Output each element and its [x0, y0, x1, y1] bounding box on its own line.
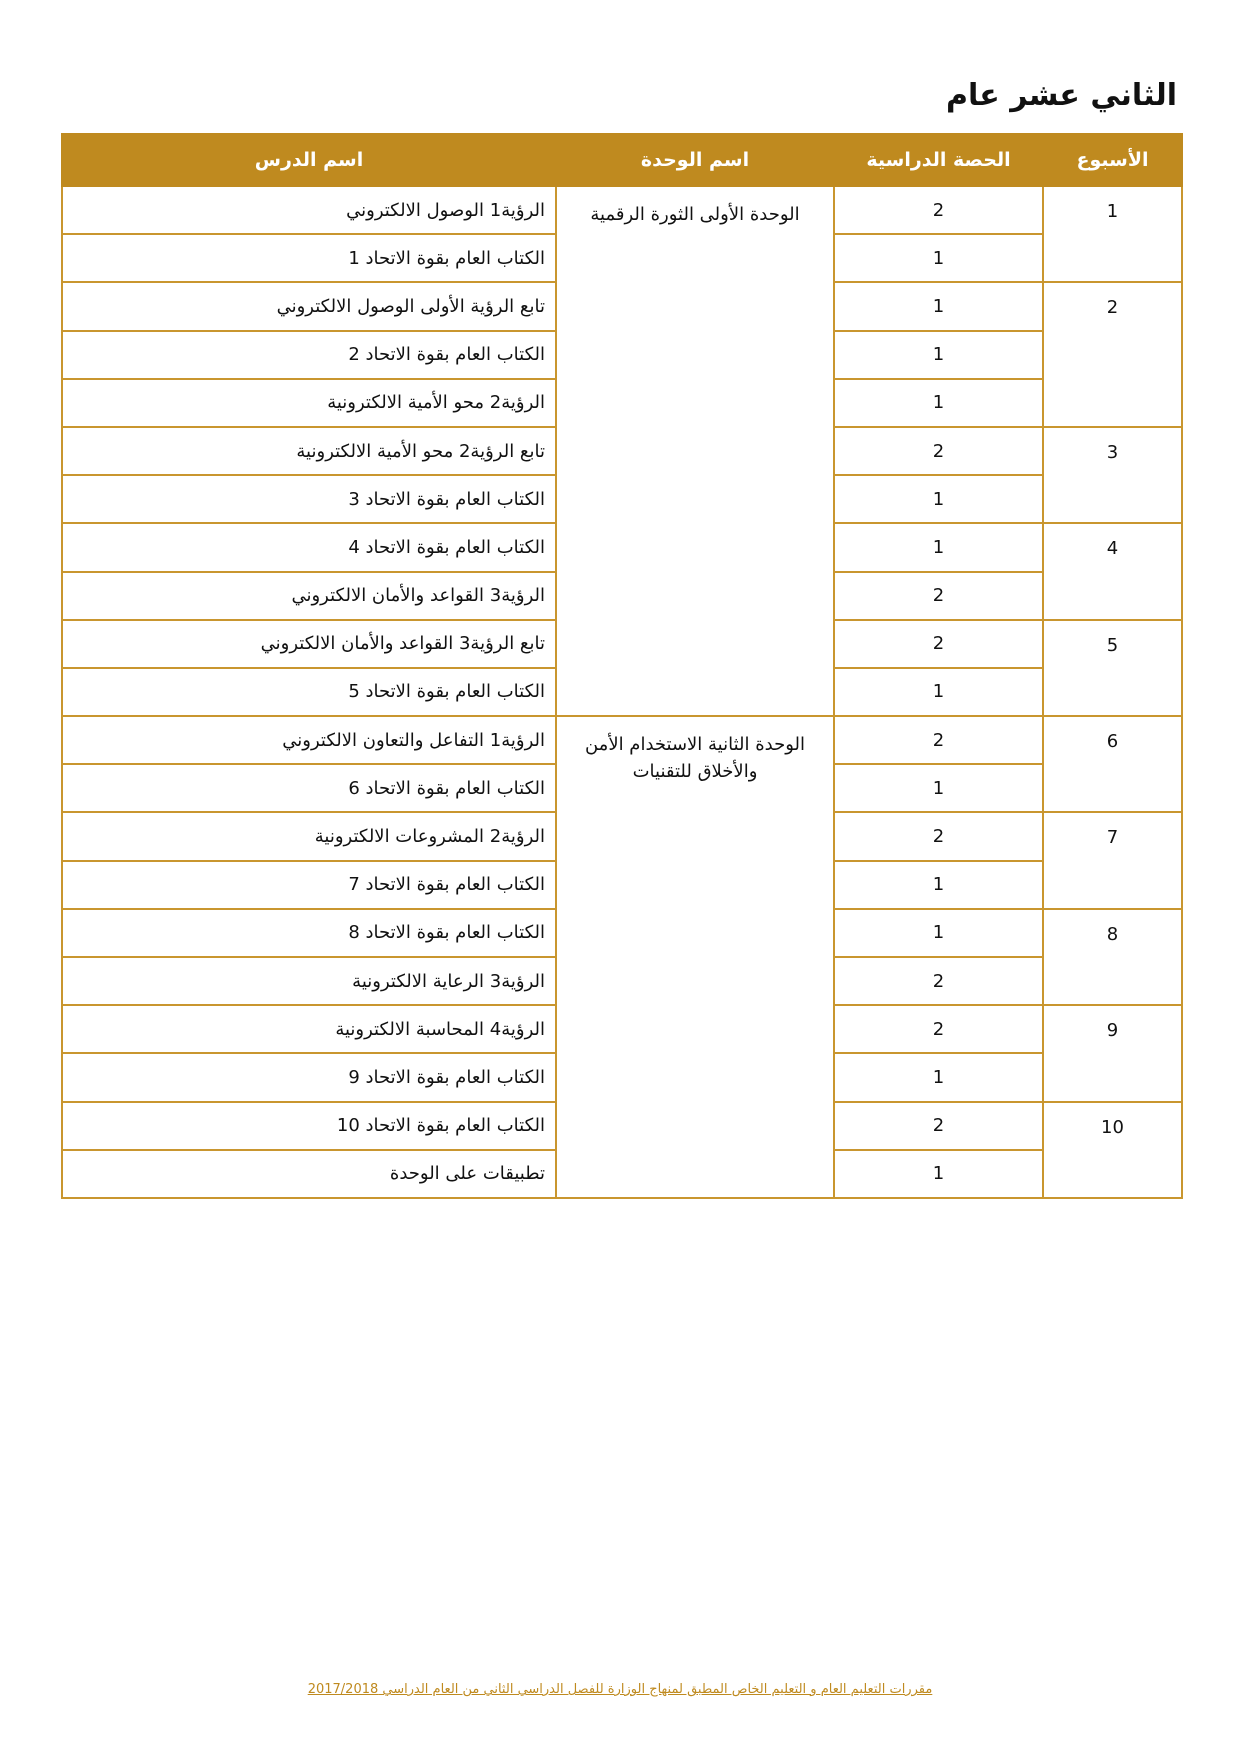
table-row: [62, 716, 1182, 764]
header-unit: اسم الوحدة: [556, 134, 834, 186]
period-cell: 1: [834, 668, 1043, 716]
header-row: [62, 134, 1182, 186]
week-cell: 4: [1043, 523, 1182, 619]
week-cell: 10: [1043, 1102, 1182, 1198]
lesson-cell: تطبيقات على الوحدة: [62, 1150, 556, 1198]
period-cell: 1: [834, 234, 1043, 282]
lesson-cell: الكتاب العام بقوة الاتحاد 5: [62, 668, 556, 716]
period-cell: 1: [834, 1053, 1043, 1101]
lesson-cell: الكتاب العام بقوة الاتحاد 8: [62, 909, 556, 957]
week-cell: 2: [1043, 282, 1182, 427]
lesson-cell: تابع الرؤية2 محو الأمية الالكترونية: [62, 427, 556, 475]
footer-note: مقررات التعليم العام و التعليم الخاص المطبق لمنهاج الوزارة للفصل الدراسي الثاني من العام الدراسي 2017/2018: [307, 1682, 933, 1697]
header-lesson: اسم الدرس: [62, 134, 556, 186]
period-cell: 2: [834, 1005, 1043, 1053]
lesson-cell: الكتاب العام بقوة الاتحاد 7: [62, 861, 556, 909]
lesson-cell: الكتاب العام بقوة الاتحاد 1: [62, 234, 556, 282]
lesson-cell: الكتاب العام بقوة الاتحاد 4: [62, 523, 556, 571]
lesson-cell: الرؤية3 القواعد والأمان الالكتروني: [62, 572, 556, 620]
week-cell: 8: [1043, 909, 1182, 1005]
lesson-cell: الكتاب العام بقوة الاتحاد 9: [62, 1053, 556, 1101]
period-cell: 1: [834, 331, 1043, 379]
lesson-cell: الكتاب العام بقوة الاتحاد 2: [62, 331, 556, 379]
period-cell: 1: [834, 475, 1043, 523]
lesson-cell: الكتاب العام بقوة الاتحاد 10: [62, 1102, 556, 1150]
lesson-cell: تابع الرؤية3 القواعد والأمان الالكتروني: [62, 620, 556, 668]
header-period: الحصة الدراسية: [834, 134, 1043, 186]
lesson-cell: الرؤية3 الرعاية الالكترونية: [62, 957, 556, 1005]
period-cell: 2: [834, 1102, 1043, 1150]
period-cell: 2: [834, 812, 1043, 860]
lesson-cell: الرؤية1 الوصول الالكتروني: [62, 186, 556, 234]
period-cell: 1: [834, 909, 1043, 957]
period-cell: 2: [834, 716, 1043, 764]
lesson-cell: الكتاب العام بقوة الاتحاد 6: [62, 764, 556, 812]
period-cell: 2: [834, 957, 1043, 1005]
lesson-cell: الرؤية4 المحاسبة الالكترونية: [62, 1005, 556, 1053]
week-cell: 6: [1043, 716, 1182, 812]
week-cell: 1: [1043, 186, 1182, 282]
period-cell: 2: [834, 572, 1043, 620]
period-cell: 1: [834, 1150, 1043, 1198]
period-cell: 1: [834, 379, 1043, 427]
period-cell: 2: [834, 186, 1043, 234]
period-cell: 1: [834, 523, 1043, 571]
week-cell: 7: [1043, 812, 1182, 908]
page-title: الثاني عشر عام: [946, 78, 1177, 113]
unit-cell: الوحدة الثانية الاستخدام الأمن والأخلاق للتقنيات: [556, 716, 834, 1198]
period-cell: 2: [834, 427, 1043, 475]
week-cell: 3: [1043, 427, 1182, 523]
period-cell: 2: [834, 620, 1043, 668]
header-week: الأسبوع: [1043, 134, 1182, 186]
schedule-table: [61, 133, 1183, 1199]
week-cell: 5: [1043, 620, 1182, 716]
lesson-cell: الرؤية2 محو الأمية الالكترونية: [62, 379, 556, 427]
lesson-cell: الرؤية2 المشروعات الالكترونية: [62, 812, 556, 860]
lesson-cell: الكتاب العام بقوة الاتحاد 3: [62, 475, 556, 523]
lesson-cell: تابع الرؤية الأولى الوصول الالكتروني: [62, 282, 556, 330]
unit-cell: الوحدة الأولى الثورة الرقمية: [556, 186, 834, 716]
lesson-cell: الرؤية1 التفاعل والتعاون الالكتروني: [62, 716, 556, 764]
period-cell: 1: [834, 861, 1043, 909]
week-cell: 9: [1043, 1005, 1182, 1101]
period-cell: 1: [834, 764, 1043, 812]
table-row: [62, 186, 1182, 234]
period-cell: 1: [834, 282, 1043, 330]
